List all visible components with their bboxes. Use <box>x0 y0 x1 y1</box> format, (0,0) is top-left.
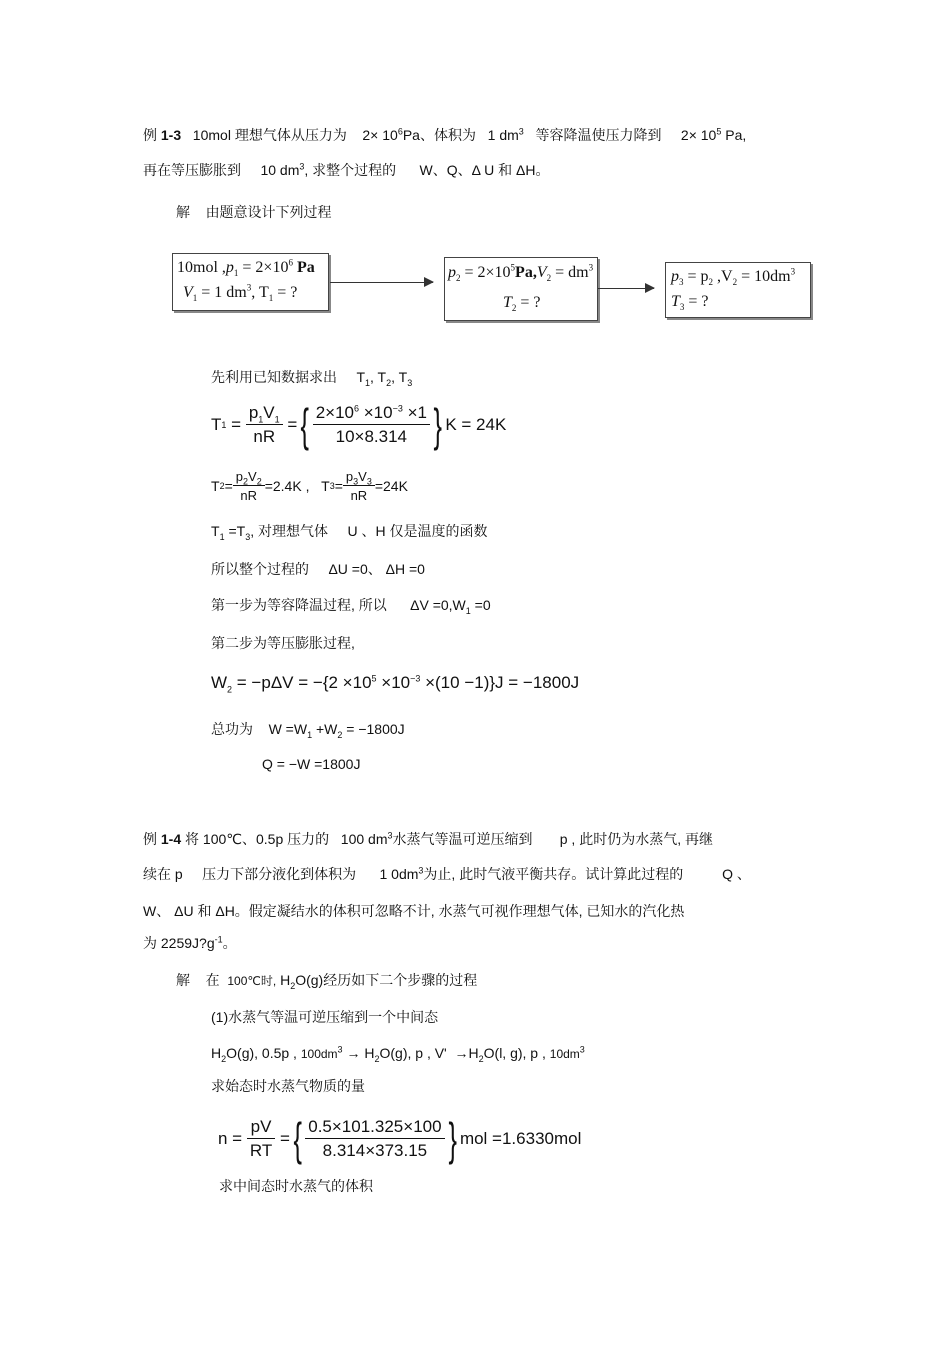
n-value-fraction: $\frac{0.5\times 101.325\times 100}{8.314\times 373.15}$ <box>305 1117 444 1161</box>
T1-fraction: $\frac{p_1V_1}{nR}$ <box>246 403 283 447</box>
process-arrow-1 <box>330 282 433 283</box>
ex14-line2: 续在 p 压力下部分液化到体积为 1 $0dm^3$为止, 此时气液平衡共存。试计算此过程的 Q 、 <box>143 865 751 882</box>
ideal-gas-statement: $T_1 =T_3$, 对理想气体 U 、H 仅是温度的函数 <box>211 523 488 542</box>
ex14-step1: (1)水蒸气等温可逆压缩到一个中间态 <box>211 1009 439 1025</box>
T2-fraction: $\frac{p_2V_2}{nR}$ <box>233 469 265 503</box>
state-box-2: $p_2 = 2\times 10^5Pa,V_2 = dm^3$ $T_2$ = ? <box>444 257 598 321</box>
ex14-line4: 为 $2259J?g^{-1}$。 <box>143 934 237 951</box>
ex14-line3: W、 ΔU 和 ΔH。假定凝结水的体积可忽略不计, 水蒸气可视作理想气体, 已知水的汽化热 <box>143 903 685 919</box>
equation-T2-T3: T 2 = $\frac{p_2V_2}{nR}$ =2.4K , T 3 = $\frac{p_3V_3}{nR}$ =24K <box>211 469 408 503</box>
left-brace: { <box>300 399 310 451</box>
ex14-process-chain: $H_2O(g)$, 0.5p , $100dm^3 \to H_2O(g)$, p , $V' \to H_2O(l$, g), p , $10dm^3$ <box>211 1044 585 1064</box>
equation-W2: $W_2 = -p\Delta V = -\{2 \times 10^5 \times 10^{-3} \times(10 -1)\}J = -1800J$ <box>211 673 580 695</box>
delta-u-h-statement: 所以整个过程的 ΔU =0、 ΔH =0 <box>211 561 425 577</box>
step2-statement: 第二步为等压膨胀过程, <box>211 635 355 651</box>
state-box-3: $p_3 = p_2$ $,V_2 = 10dm^3$ $T_3$ = ? <box>665 262 811 318</box>
find-temperatures: 先利用已知数据求出 $T_1$, $T_2$, $T_3$ <box>211 369 413 388</box>
T3-fraction: $\frac{p_3V_3}{nR}$ <box>343 469 375 503</box>
left-brace: { <box>293 1113 302 1165</box>
right-brace: } <box>448 1113 457 1165</box>
equation-T1: T 1 = $\frac{p_1V_1}{nR}$ = { $\frac{2\times 10^6 \times 10^{-3} \times 1}{10\times 8.314}$ } K = 24K <box>211 399 507 451</box>
ex14-solution-intro: 解 在 100℃时, $H_2O(g)$经历如下二个步骤的过程 <box>176 972 478 991</box>
n-fraction: $\frac{pV}{RT}$ <box>247 1117 275 1161</box>
process-arrow-2 <box>598 288 654 289</box>
ex13-label-number: 1-3 <box>160 127 182 143</box>
T1-value-fraction: $\frac{2\times 10^6 \times 10^{-3} \times 1}{10\times 8.314}$ <box>313 403 430 447</box>
ex14-find-v: 求中间态时水蒸气的体积 <box>219 1178 373 1194</box>
equation-n: n = $\frac{pV}{RT}$ = { $\frac{0.5\times 101.325\times 100}{8.314\times 373.15}$ } mol =1.6330mol <box>218 1113 582 1165</box>
ex14-label-number: 1-4 <box>160 831 182 847</box>
step1-statement: 第一步为等容降温过程, 所以 $\Delta V =0,W_1 =0$ <box>211 597 491 616</box>
ex14-line1: 例 1-4 将 100℃、0.5p 压力的 100 $dm^3$水蒸气等温可逆压缩到 p , 此时仍为水蒸气, 再继 <box>143 830 713 847</box>
ex13-line2: 再在等压膨胀到 10 $dm^3$, 求整个过程的 W、Q、Δ U 和 ΔH。 <box>143 161 550 178</box>
ex13-solution-intro: 解 由题意设计下列过程 <box>176 204 332 220</box>
ex13-line1: 例 1-3 10mol 理想气体从压力为 $2\times 10^6Pa$、体积为 1 $dm^3$ 等容降温使压力降到 $2\times 10^5$ Pa, <box>143 126 747 143</box>
right-brace: } <box>433 399 442 451</box>
heat-Q: Q = −W =1800J <box>262 756 361 772</box>
ex14-find-n: 求始态时水蒸气物质的量 <box>211 1078 365 1094</box>
total-work: 总功为 $W =W_1 +W_2 = -1800J$ <box>211 721 405 740</box>
state-box-1: 10mol $,p_1 = 2\times 10^6$ Pa $V_1 = 1$ $dm^3$, $T_1$ = ? <box>172 253 329 311</box>
